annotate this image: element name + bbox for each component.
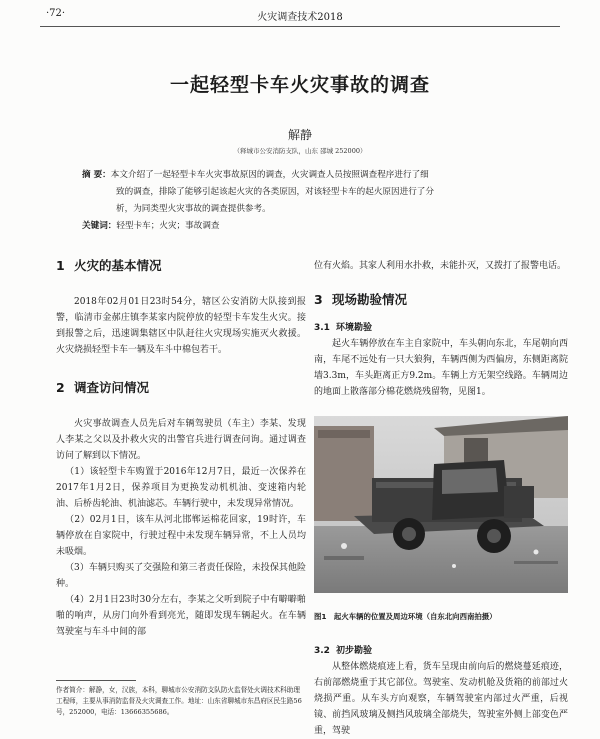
keywords-line: 关键词：轻型卡车；火灾；事故调查 (82, 221, 220, 231)
footnote-rule (56, 680, 136, 681)
author-bio: 作者简介：解静，女，汉族，本科，聊城市公安消防支队防火监督处火调技术科助理工程师，主要从事消防监督及火灾调查工作。地址：山东省聊城市东昌府区民生路56号，252000，电话：13666355686。 (56, 686, 302, 716)
header-rule (40, 26, 560, 27)
abstract-line-2: 致的调查，排除了能够引起该起火灾的各类原因，对该轻型卡车的起火原因进行了分 (116, 187, 434, 197)
subsection-3-1-paragraph: 起火车辆停放在车主自家院中，车头朝向东北，车尾朝向西南，车尾不远处有一只大狼狗，车辆西侧为西偏房，东侧距离院墙3.3m，车头距离正方9.2m。车辆上方无架空线路。车辆周边的地面上散落部分棉花燃烧残留物，见图1。 (314, 339, 568, 397)
continuation-paragraph: 位有火焰。其家人利用水扑救，未能扑灭，又拨打了报警电话。 (314, 261, 567, 271)
subsection-heading-3-1: 3.1 环境勘验 (314, 323, 373, 333)
section2-paragraph-5: （4）2月1日23时30分左右，李某之父听到院子中有噼噼啪啪的响声，从房门向外看到亮光，随即发现车辆起火。在车辆驾驶室与车斗中间的部 (56, 595, 306, 637)
footnote (56, 680, 306, 718)
article-title: 一起轻型卡车火灾事故的调查 (169, 74, 430, 96)
left-column (56, 258, 306, 640)
section2-paragraph-2: （1）该轻型卡车购置于2016年12月7日，最近一次保养在2017年1月2日，保养项目为更换发动机机油、变速箱内轮油、后桥齿轮油、机油滤芯。车辆行驶中，未发现异常情况。 (56, 467, 306, 509)
abstract-block (82, 167, 522, 235)
section2-paragraph-3: （2）02月1日，该车从河北邯郸运棉花回家，19时许，车辆停放在自家院中，行驶过程中未发现车辆异常，不上人员均未吸烟。 (56, 515, 306, 557)
page-number: ·72· (46, 8, 66, 19)
author-name: 解静 (287, 128, 312, 142)
section-heading-2: 2 调查访问情况 (56, 380, 150, 395)
author-affiliation: （释城市公安消防支队，山东 邵城 252000） (233, 147, 367, 155)
abstract-line-3: 析，为同类型火灾事故的调查提供参考。 (116, 204, 271, 214)
burned-truck-illustration (314, 416, 568, 593)
section2-paragraph-1: 火灾事故调查人员先后对车辆驾驶员（车主）李某、发现人李某之父以及扑救火灾的出警官兵进行调查问询。通过调查访问了解到以下情况。 (56, 419, 306, 461)
section1-paragraph: 2018年02月01日23时54分，辖区公安消防大队接到报警，临清市金郝庄镇李某家内院停放的轻型卡车发生火灾。接到报警之后，迅速调集辖区中队赶往火灾现场实施灭火救援。火灾烧损轻型卡车一辆及车斗中棉包若干。 (56, 297, 306, 355)
section-heading-1: 1 火灾的基本情况 (56, 258, 162, 273)
journal-name: 火灾调查技术2018 (257, 12, 343, 23)
abstract-label: 摘 要： (82, 170, 111, 180)
section2-paragraph-4: （3）车辆只购买了交强险和第三者责任保险，未投保其他险种。 (56, 563, 306, 589)
figure-caption: 图1 起火车辆的位置及周边环境（自东北向西南拍摄） (314, 612, 497, 621)
section-heading-3: 3 现场勘验情况 (314, 292, 408, 307)
keywords-label: 关键词： (82, 221, 117, 231)
right-column (314, 258, 568, 739)
subsection-heading-3-2: 3.2 初步勘验 (314, 646, 373, 656)
abstract-line-1: 摘 要：本文介绍了一起轻型卡车火灾事故原因的调查，火灾调查人员按照调查程序进行了细 (82, 170, 429, 180)
subsection-3-2-paragraph: 从整体燃烧痕迹上看，货车呈现由前向后的燃烧蔓延痕迹，右前部燃烧重于其它部位。驾驶室、发动机舱及货箱的前部过火烧损严重。从车头方向观察，车辆驾驶室内部过火严重，后视镜、前挡风玻璃及侧挡风玻璃全部烧失，驾驶室外侧上部变色严重，驾驶 (314, 662, 568, 736)
figure-burned-truck-photo (314, 416, 568, 593)
running-header (40, 8, 560, 24)
